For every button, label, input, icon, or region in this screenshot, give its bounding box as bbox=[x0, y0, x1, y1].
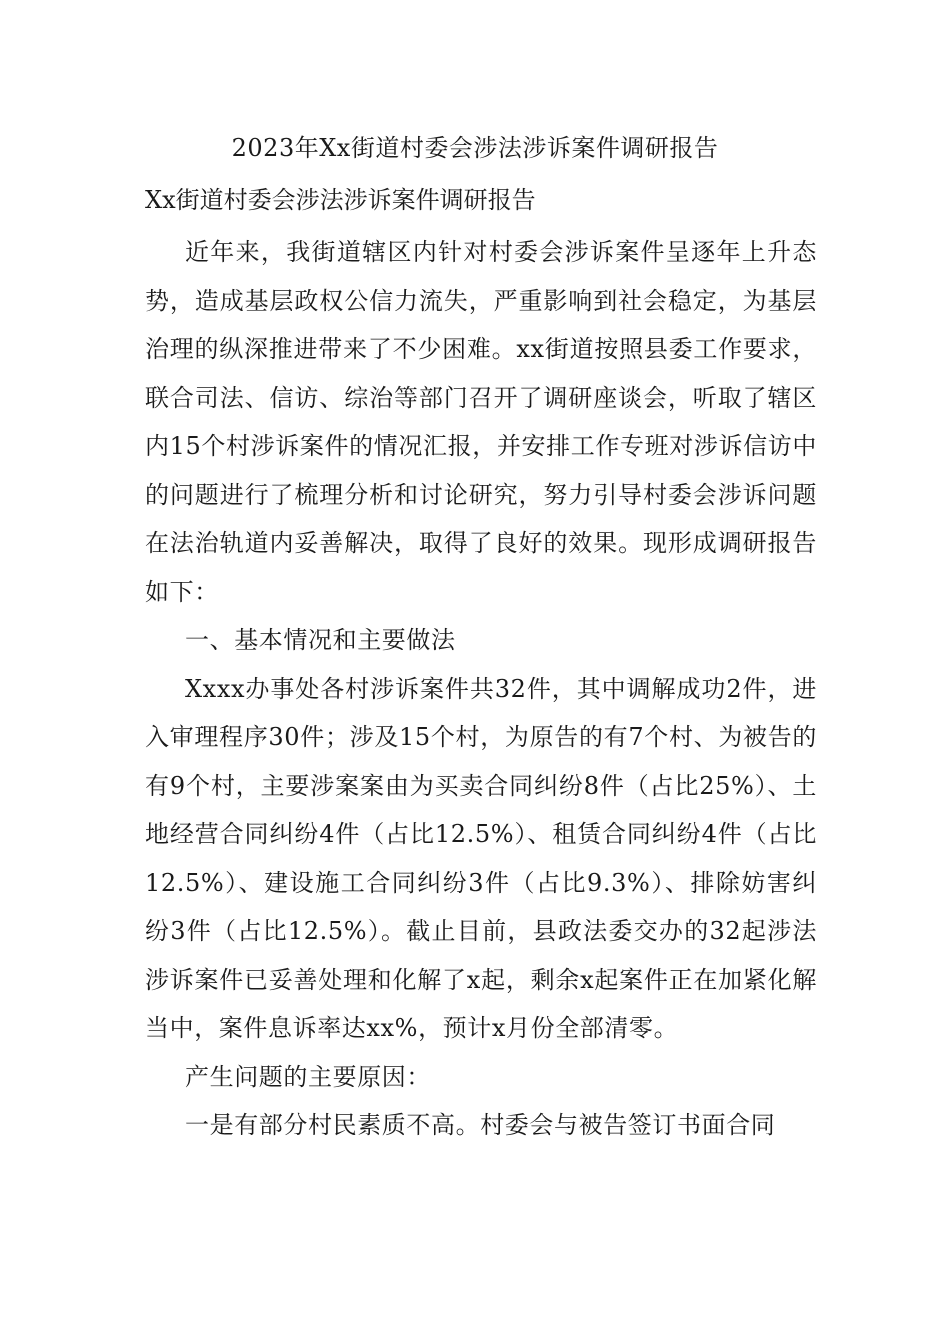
section-heading-causes: 产生问题的主要原因： bbox=[185, 1062, 431, 1091]
cause-one-paragraph: 一是有部分村民素质不高。村委会与被告签订书面合同 bbox=[185, 1111, 776, 1139]
section-heading-basic-situation: 一、基本情况和主要做法 bbox=[185, 626, 456, 654]
document-body bbox=[145, 228, 817, 1150]
document-subtitle: Xx街道村委会涉法涉诉案件调研报告 bbox=[145, 186, 536, 214]
intro-paragraph: 近年来，我街道辖区内针对村委会涉诉案件呈逐年上升态势，造成基层政权公信力流失，严重影响到社会稳定，为基层治理的纵深推进带来了不少困难。xx街道按照县委工作要求，联合司法、信访、综治等部门召开了调研座谈会，听取了辖区内15个村涉诉案件的情况汇报，并安排工作专班对涉诉信访中的问题进行了梳理分析和讨论研究，努力引导村委会涉诉问题在法治轨道内妥善解决，取得了良好的效果。现形成调研报告如下： bbox=[145, 238, 817, 606]
statistics-paragraph: Xxxx办事处各村涉诉案件共32件，其中调解成功2件，进入审理程序30件；涉及15个村，为原告的有7个村、为被告的有9个村，主要涉案案由为买卖合同纠纷8件（占比25%）、土地经营合同纠纷4件（占比12.5%）、租赁合同纠纷4件（占比12.5%）、建设施工合同纠纷3件（占比9.3%）、排除妨害纠纷3件（占比12.5%）。截止目前，县政法委交办的32起涉法涉诉案件已妥善处理和化解了x起，剩余x起案件正在加紧化解当中，案件息诉率达xx%，预计x月份全部清零。 bbox=[145, 674, 817, 1042]
document-title: 2023年Xx街道村委会涉法涉诉案件调研报告 bbox=[231, 134, 719, 162]
